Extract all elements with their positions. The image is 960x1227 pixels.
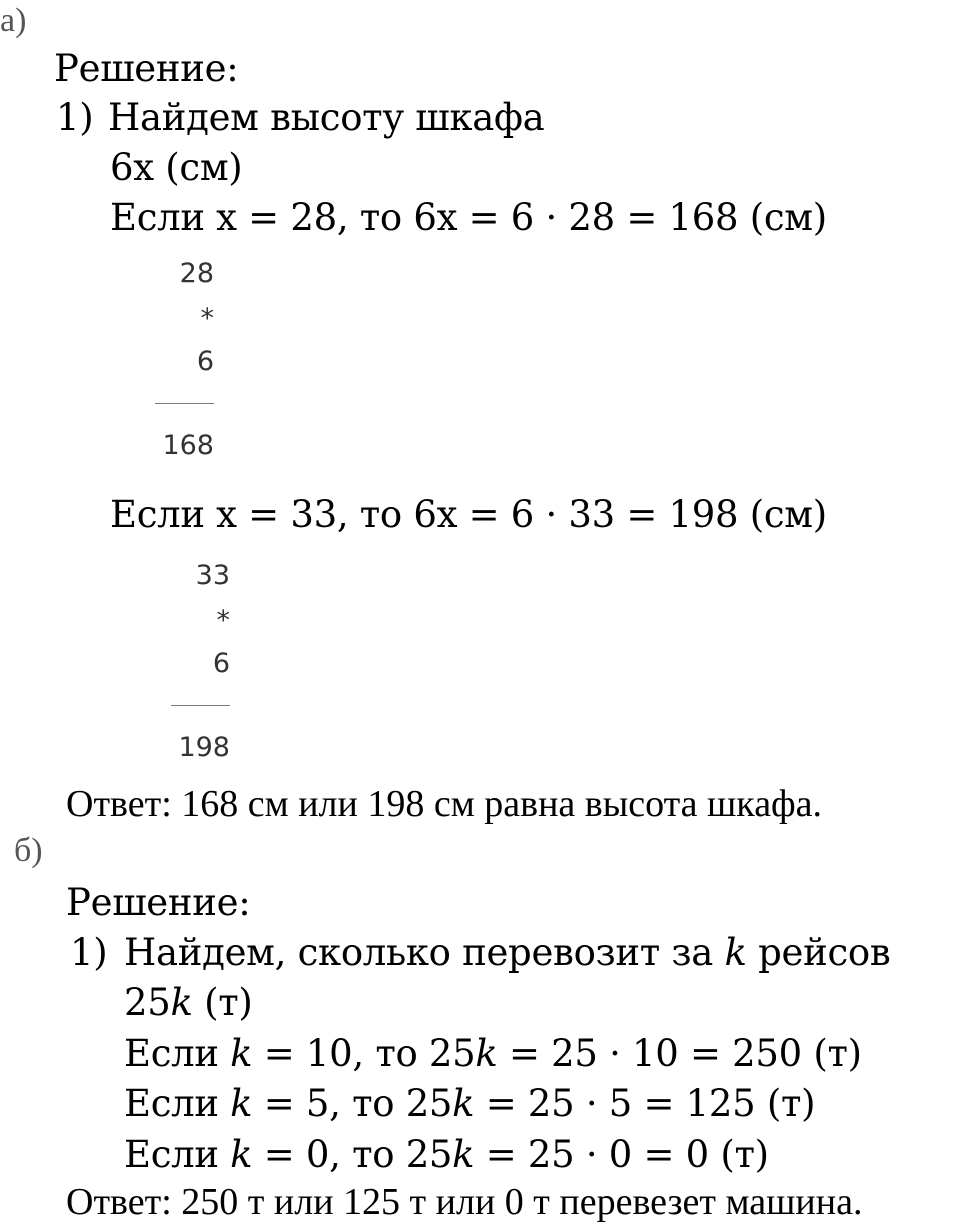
column-1-rule bbox=[155, 403, 214, 404]
part-b-label: б) bbox=[14, 832, 43, 869]
column-2-rule bbox=[171, 705, 230, 706]
part-a-answer: Ответ: 168 см или 198 см равна высота шкафа. bbox=[66, 783, 823, 825]
part-b-solution-heading: Решение: bbox=[66, 881, 251, 924]
part-a-step-number: 1) bbox=[56, 96, 94, 139]
part-a-expression: 6x (см) bbox=[110, 146, 243, 189]
column-1-top: 28 bbox=[179, 258, 214, 289]
part-b-case-2: Если k = 5, то 25k = 25 · 5 = 125 (т) bbox=[124, 1082, 816, 1125]
column-2-result: 198 bbox=[178, 732, 230, 763]
part-b-step-title: Найдем, сколько перевозит за k рейсов bbox=[124, 931, 891, 974]
part-a-solution-heading: Решение: bbox=[54, 47, 239, 90]
part-b-expression: 25k (т) bbox=[124, 981, 253, 1024]
part-b-case-3: Если k = 0, то 25k = 25 · 0 = 0 (т) bbox=[124, 1133, 769, 1176]
column-1-multiplier: 6 bbox=[196, 346, 214, 377]
part-a-step-title: Найдем высоту шкафа bbox=[108, 96, 545, 139]
part-b-step-number: 1) bbox=[70, 931, 108, 974]
part-a-case-2: Если x = 33, то 6x = 6 · 33 = 198 (см) bbox=[110, 493, 827, 536]
column-2-operator: * bbox=[216, 605, 230, 636]
column-1-result: 168 bbox=[162, 430, 214, 461]
column-2-top: 33 bbox=[195, 560, 230, 591]
part-a-case-1: Если x = 28, то 6x = 6 · 28 = 168 (см) bbox=[110, 196, 827, 239]
part-b-answer: Ответ: 250 т или 125 т или 0 т перевезет машина. bbox=[66, 1181, 863, 1223]
column-1-operator: * bbox=[200, 303, 214, 334]
column-2-multiplier: 6 bbox=[212, 648, 230, 679]
part-b-case-1: Если k = 10, то 25k = 25 · 10 = 250 (т) bbox=[124, 1032, 862, 1075]
part-a-label: а) bbox=[0, 2, 27, 39]
